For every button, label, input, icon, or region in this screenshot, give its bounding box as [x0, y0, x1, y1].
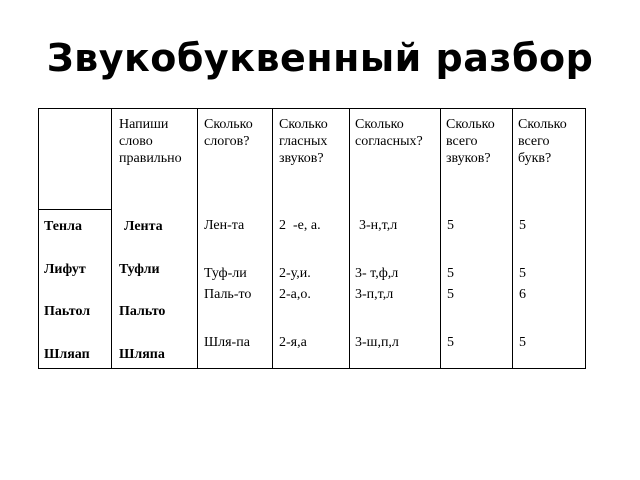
misspelled-word: Паьтол: [44, 304, 91, 319]
header-letters-line: букв?: [518, 151, 552, 166]
header-vowels-line: звуков?: [279, 151, 324, 166]
sounds-count-cell: 5: [447, 335, 454, 350]
header-sounds-line: всего: [446, 134, 478, 149]
letters-count-cell: 5: [519, 335, 526, 350]
misspelled-word: Шляап: [44, 347, 90, 362]
header-syllables: [204, 116, 253, 150]
header-syllables-line: слогов?: [204, 134, 250, 149]
sounds-count-cell: 5: [447, 218, 454, 233]
vowels-cell: 2-я,а: [279, 335, 307, 350]
letters-count-cell: 5: [519, 218, 526, 233]
syllables-cell: Шля-па: [204, 335, 250, 350]
letters-count-cell: 6: [519, 287, 526, 302]
slide-title: Звукобуквенный разбор: [46, 36, 594, 80]
correct-word: Туфли: [119, 262, 160, 277]
header-sounds: [446, 116, 495, 167]
consonants-cell: 3-ш,п,л: [355, 335, 399, 350]
header-sounds-line: Сколько: [446, 117, 495, 132]
header-write-correct-line: слово: [119, 134, 153, 149]
misspelled-word: Тенла: [44, 219, 82, 234]
correct-word: Лента: [124, 219, 163, 234]
sounds-count-cell: 5: [447, 287, 454, 302]
header-write-correct: [119, 116, 182, 167]
header-letters-line: Сколько: [518, 117, 567, 132]
header-vowels: [279, 116, 328, 167]
header-letters-line: всего: [518, 134, 550, 149]
header-letters: [518, 116, 567, 167]
letters-count-cell: 5: [519, 266, 526, 281]
header-sounds-line: звуков?: [446, 151, 491, 166]
header-consonants: [355, 116, 423, 150]
sounds-count-cell: 5: [447, 266, 454, 281]
correct-word: Пальто: [119, 304, 166, 319]
correct-word: Шляпа: [119, 347, 165, 362]
vowels-cell: 2-а,о.: [279, 287, 311, 302]
vowels-cell: 2 -е, а.: [279, 218, 321, 233]
consonants-cell: 3-п,т,л: [355, 287, 394, 302]
syllables-cell: Паль-то: [204, 287, 252, 302]
consonants-cell: 3-н,т,л: [359, 218, 398, 233]
header-write-correct-line: правильно: [119, 151, 182, 166]
syllables-cell: Лен-та: [204, 218, 245, 233]
header-vowels-line: гласных: [279, 134, 328, 149]
header-write-correct-line: Напиши: [119, 117, 169, 132]
header-consonants-line: Сколько: [355, 117, 404, 132]
consonants-cell: 3- т,ф,л: [355, 266, 399, 281]
header-syllables-line: Сколько: [204, 117, 253, 132]
vowels-cell: 2-у,и.: [279, 266, 311, 281]
header-consonants-line: согласных?: [355, 134, 423, 149]
syllables-cell: Туф-ли: [204, 266, 247, 281]
header-vowels-line: Сколько: [279, 117, 328, 132]
misspelled-word: Лифут: [44, 262, 86, 277]
